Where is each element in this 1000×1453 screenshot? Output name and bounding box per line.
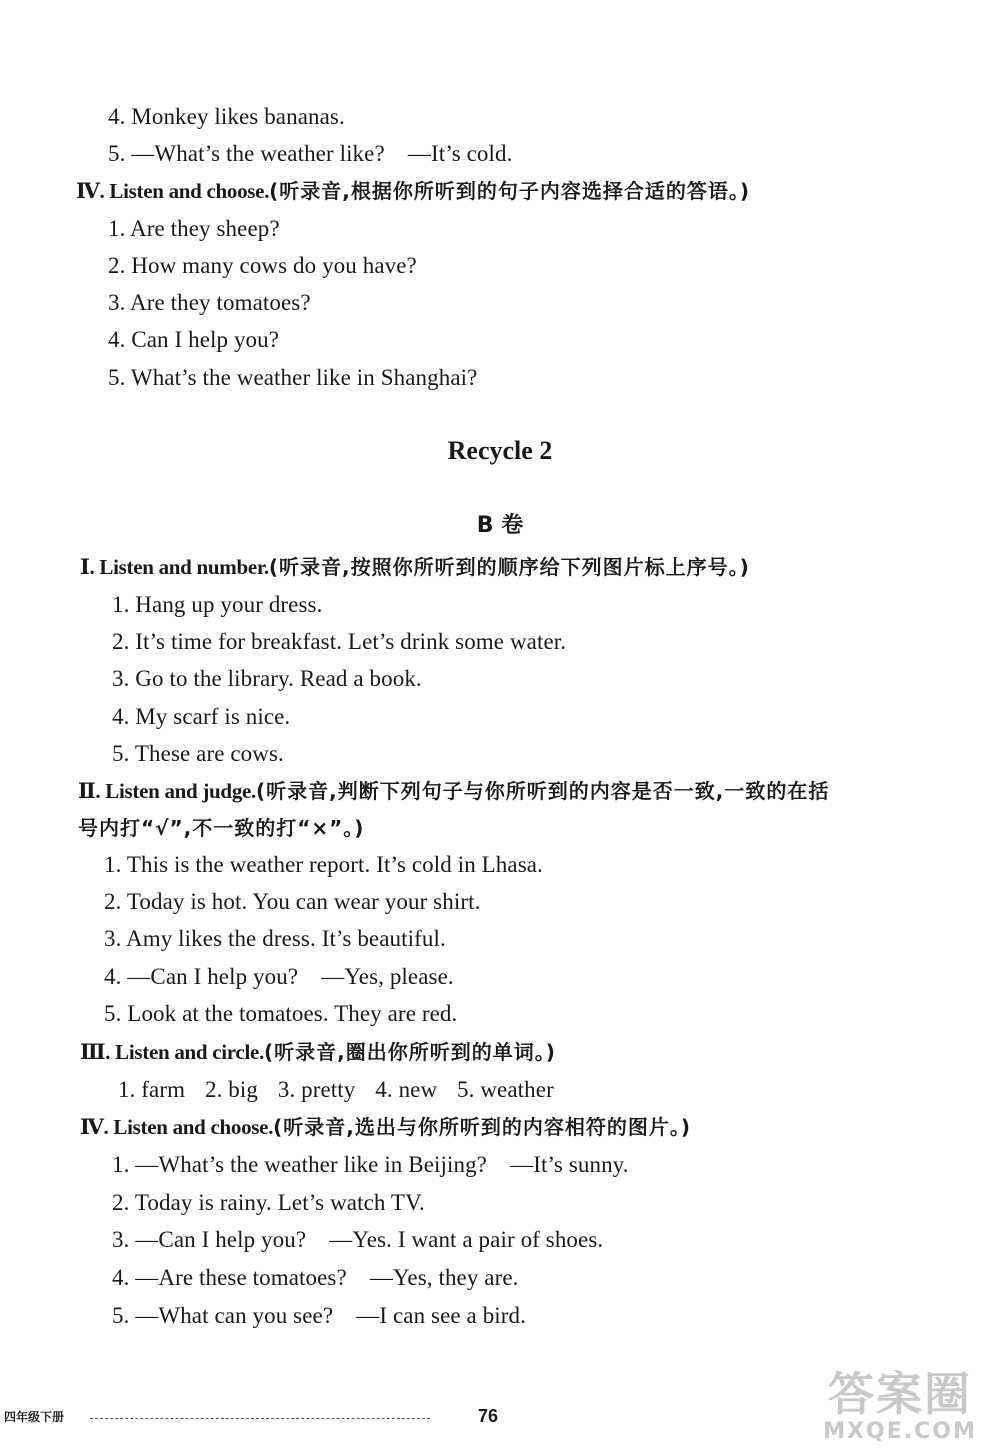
list-item: 4. Monkey likes bananas. (108, 104, 345, 129)
section-label: Ⅰ. Listen and number. (80, 555, 269, 579)
section-heading (80, 1037, 556, 1067)
list-item: 4. —Are these tomatoes? —Yes, they are. (112, 1265, 519, 1290)
word-item: 1. farm (118, 1077, 186, 1102)
section-label: Ⅱ. Listen and judge. (78, 779, 256, 803)
paper-label (0, 510, 1000, 541)
section-heading (78, 776, 829, 806)
section-instruction: 号内打“√”,不一致的打“×”。) (78, 816, 365, 840)
section-instruction: (听录音,根据你所听到的句子内容选择合适的答语。) (269, 179, 751, 203)
list-item: 4. —Can I help you? —Yes, please. (104, 964, 454, 989)
section-heading-continued (78, 813, 364, 843)
list-item: 1. Hang up your dress. (112, 592, 323, 617)
list-item: 5. What’s the weather like in Shanghai? (108, 365, 478, 390)
list-item: 5. Look at the tomatoes. They are red. (104, 1001, 458, 1026)
list-item: 1. —What’s the weather like in Beijing? —It’s sunny. (112, 1152, 629, 1177)
section-label: Ⅲ. Listen and circle. (80, 1040, 264, 1064)
section-instruction: (听录音,圈出你所听到的单词。) (263, 1040, 556, 1064)
list-item: 2. How many cows do you have? (108, 253, 417, 278)
unit-title: Recycle 2 (447, 436, 553, 465)
list-item: 3. Go to the library. Read a book. (112, 666, 422, 691)
list-item: 5. These are cows. (112, 741, 284, 766)
word-list (118, 1075, 568, 1105)
list-item: 2. Today is hot. You can wear your shirt. (104, 889, 481, 914)
section-heading (76, 176, 750, 206)
list-item: 2. Today is rainy. Let’s watch TV. (112, 1190, 425, 1215)
section-instruction: (听录音,按照你所听到的顺序给下列图片标上序号。) (268, 555, 750, 579)
section-label: Ⅳ. Listen and choose. (80, 1115, 274, 1139)
section-instruction: (听录音,选出与你所听到的内容相符的图片。) (273, 1115, 692, 1139)
paper-label-text: B 卷 (476, 513, 524, 538)
section-heading (80, 552, 750, 582)
list-item: 3. Are they tomatoes? (108, 290, 311, 315)
list-item: 1. Are they sheep? (108, 216, 280, 241)
word-item: 5. weather (457, 1077, 554, 1102)
list-item: 3. —Can I help you? —Yes. I want a pair of shoes. (112, 1227, 604, 1252)
list-item: 3. Amy likes the dress. It’s beautiful. (104, 926, 446, 951)
word-item: 3. pretty (277, 1077, 356, 1102)
section-label: Ⅳ. Listen and choose. (76, 179, 270, 203)
list-item: 1. This is the weather report. It’s cold in Lhasa. (104, 852, 543, 877)
list-item: 2. It’s time for breakfast. Let’s drink some water. (112, 629, 567, 654)
footer-divider (90, 1418, 430, 1419)
list-item: 5. —What can you see? —I can see a bird. (112, 1303, 527, 1328)
page-number: 76 (478, 1406, 499, 1426)
word-item: 2. big (204, 1077, 258, 1102)
list-item: 5. —What’s the weather like? —It’s cold. (108, 141, 513, 166)
watermark-cn: 答案圈 (828, 1367, 972, 1421)
watermark-logo (820, 1368, 980, 1444)
grade-label: 四年级下册 (4, 1410, 65, 1424)
list-item: 4. My scarf is nice. (112, 704, 291, 729)
list-item: 4. Can I help you? (108, 327, 280, 352)
section-heading (80, 1112, 691, 1142)
watermark-en: MXQE.COM (823, 1419, 977, 1444)
section-instruction: (听录音,判断下列句子与你所听到的内容是否一致,一致的在括 (256, 779, 830, 803)
word-item: 4. new (375, 1077, 438, 1102)
